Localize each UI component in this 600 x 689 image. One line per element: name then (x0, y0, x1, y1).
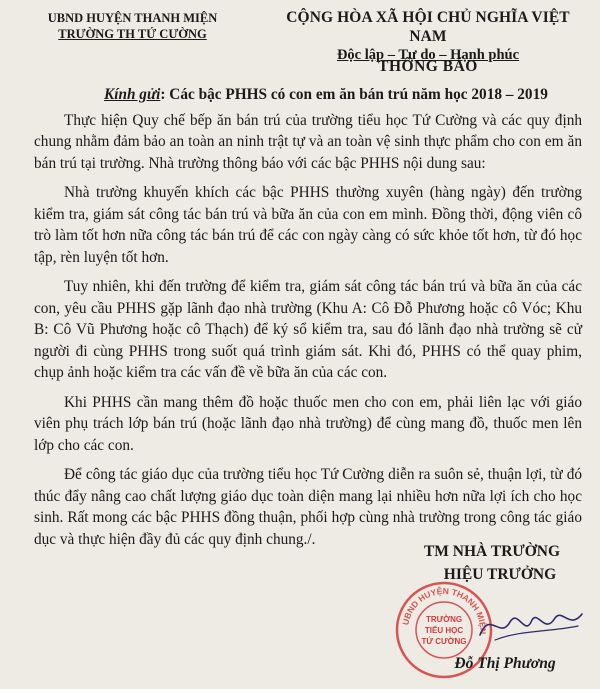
signature-title-2: HIỆU TRƯỞNG (443, 566, 557, 583)
paragraph-3: Tuy nhiên, khi đến trường để kiểm tra, giám sát công tác bán trú và bữa ăn của các con, yêu cầu PHHS gặp lãnh đạo nhà trường (Khu A: Cô Đỗ Phương hoặc cô Vóc; Khu B: Cô Vũ Phương hoặc cô Thạch) để ký sổ kiểm tra, sau đó lãnh đạo nhà trường sẽ cử người đi cùng PHHS trong suốt quá trình giám sát. Khi đó, PHHS có thể quay phim, chụp ảnh hoặc kiểm tra các vấn đề về bữa ăn của các con. (34, 278, 582, 381)
signature-title-1: TM NHÀ TRƯỜNG (423, 543, 561, 560)
seal-center-2: TIỂU HỌC (424, 626, 464, 635)
seal-ring-text: UBND HUYỆN THANH MIỆN (400, 585, 489, 635)
seal-center-1: TRƯỜNG (425, 615, 463, 624)
greeting-text: : Các bậc PHHS có con em ăn bán trú năm học 2018 – 2019 (160, 86, 548, 103)
signer-name: Đỗ Thị Phương (454, 655, 556, 672)
handwritten-signature-icon (470, 600, 590, 650)
paragraph-4: Khi PHHS cần mang thêm đồ hoặc thuốc men cho con em, phải liên lạc với giáo viên phụ trách lớp bán trú (hoặc lãnh đạo nhà trường) để cùng mang đồ, thuốc men lên lớp cho các con. (34, 393, 582, 454)
greeting (34, 84, 582, 106)
issuing-organization (40, 10, 225, 42)
nation-line-2: Độc lập – Tự do – Hạnh phúc (336, 47, 520, 63)
paragraph-5: Để công tác giáo dục của trường tiểu học Tứ Cường diễn ra suôn sẻ, thuận lợi, từ đó thúc đẩy nâng cao chất lượng giáo dục toàn diện mang lại nhiều hơn nữa lợi ích cho học sinh. Rất mong các bậc PHHS đồng thuận, phối hợp cùng nhà trường trong công tác giáo dục và thực hiện đầy đủ các quy định chung./. (34, 466, 582, 548)
paragraph-2: Nhà trường khuyến khích các bậc PHHS thường xuyên (hàng ngày) đến trường kiểm tra, giám sát công tác bán trú và bữa ăn của con em mình. Đồng thời, động viên cô trò làm tốt hơn nữa công tác bán trú để các con ngày càng có sức khỏe tốt hơn, từ đó học tập, rèn luyện tốt hơn. (34, 184, 582, 266)
document-body (34, 84, 582, 558)
greeting-label: Kính gửi (104, 86, 161, 103)
org-line-2: TRƯỜNG TH TỨ CƯỜNG (58, 27, 207, 41)
org-line-1: UBND HUYỆN THANH MIỆN (47, 11, 218, 25)
national-motto (268, 8, 588, 65)
document-title: THÔNG BÁO (378, 58, 478, 75)
paragraph-1: Thực hiện Quy chế bếp ăn bán trú của trường tiểu học Tứ Cường và các quy định chung nhằm đảm bảo an toàn an ninh trật tự và an toàn vệ sinh thực phẩm cho con em ăn bán trú tại trường. Nhà trường thông báo với các bậc PHHS nội dung sau: (34, 111, 582, 172)
nation-line-1: CỘNG HÒA XÃ HỘI CHỦ NGHĨA VIỆT NAM (286, 9, 570, 45)
seal-center-3: TỨ CƯỜNG (421, 637, 467, 646)
